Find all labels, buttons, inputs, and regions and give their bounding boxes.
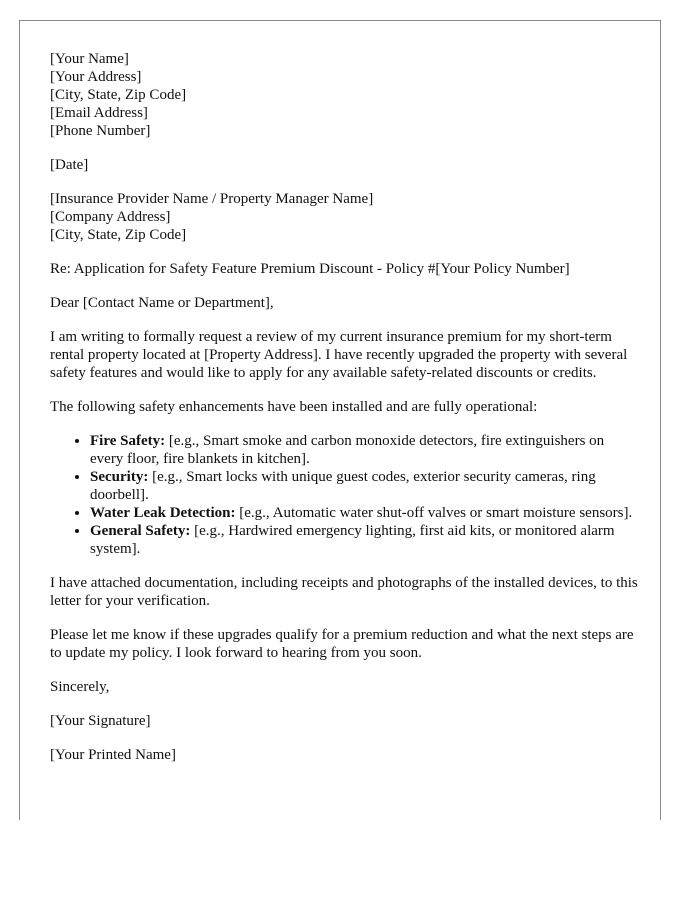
intro-paragraph: I am writing to formally request a review of my current insurance premium for my short-term rental property located at [Property Address]. I have recently upgraded the property with several safety features and would like to apply for any available safety-related discounts or credits.: [50, 329, 628, 381]
list-item: [90, 468, 640, 504]
feature-text: [e.g., Hardwired emergency lighting, first aid kits, or monitored alarm system].: [90, 523, 615, 557]
feature-text: [e.g., Automatic water shut-off valves or smart moisture sensors].: [235, 505, 633, 521]
recipient-block: [50, 190, 640, 244]
documentation-paragraph: I have attached documentation, including receipts and photographs of the installed devices, to this letter for your verification.: [50, 575, 638, 609]
feature-label: Water Leak Detection:: [90, 505, 236, 521]
recipient-city-state-zip: [City, State, Zip Code]: [50, 227, 187, 243]
feature-label: Fire Safety:: [90, 433, 166, 449]
list-intro-paragraph: The following safety enhancements have been installed and are fully operational:: [50, 399, 538, 415]
safety-features-list: [50, 432, 640, 558]
sender-address: [Your Address]: [50, 69, 142, 85]
closing: Sincerely,: [50, 679, 110, 695]
sender-phone: [Phone Number]: [50, 123, 151, 139]
closing-request-paragraph: Please let me know if these upgrades qualify for a premium reduction and what the next steps are to update my policy. I look forward to hearing from you soon.: [50, 627, 634, 661]
sender-name: [Your Name]: [50, 51, 129, 67]
recipient-name: [Insurance Provider Name / Property Manager Name]: [50, 191, 374, 207]
sender-block: [50, 50, 640, 140]
feature-text: [e.g., Smart locks with unique guest codes, exterior security cameras, ring doorbell].: [90, 469, 596, 503]
recipient-company-address: [Company Address]: [50, 209, 171, 225]
sender-email: [Email Address]: [50, 105, 148, 121]
signature-placeholder: [Your Signature]: [50, 713, 151, 729]
feature-label: General Safety:: [90, 523, 191, 539]
printed-name: [Your Printed Name]: [50, 747, 176, 763]
feature-text: [e.g., Smart smoke and carbon monoxide detectors, fire extinguishers on every floor, fire blankets in kitchen].: [90, 433, 605, 467]
salutation: Dear [Contact Name or Department],: [50, 295, 274, 311]
sender-city-state-zip: [City, State, Zip Code]: [50, 87, 187, 103]
list-item: [90, 522, 640, 558]
subject-line: Re: Application for Safety Feature Premium Discount - Policy #[Your Policy Number]: [50, 261, 570, 277]
list-item: [90, 504, 640, 522]
feature-label: Security:: [90, 469, 149, 485]
letter-date: [Date]: [50, 157, 89, 173]
list-item: [90, 432, 640, 468]
letter-page: [19, 20, 661, 820]
letter-body: [50, 50, 640, 780]
